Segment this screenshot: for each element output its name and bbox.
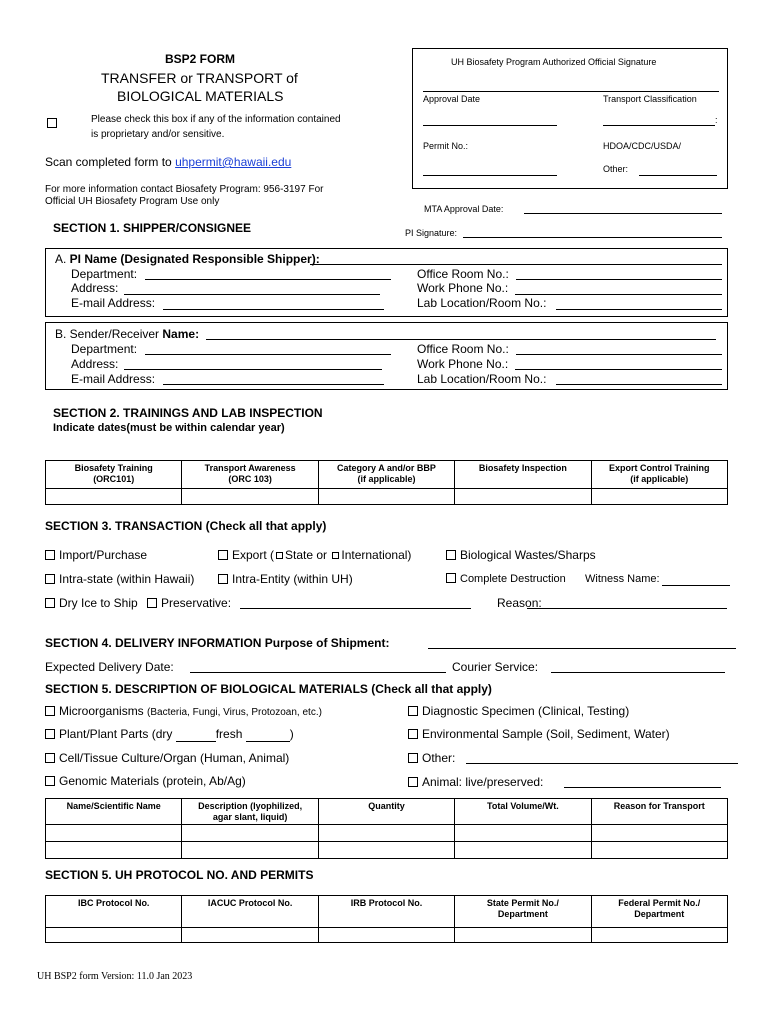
proprietary-checkbox[interactable] [47, 114, 61, 132]
materials-cell[interactable] [182, 825, 318, 842]
form-id: BSP2 FORM [165, 52, 236, 66]
plant-fresh-field[interactable] [246, 727, 290, 742]
proprietary-note-line2: is proprietary and/or sensitive. [91, 129, 225, 140]
complete-destruction-checkbox[interactable] [446, 573, 456, 583]
other-label: Other: [603, 164, 629, 174]
trainings-col-header: Biosafety Inspection [455, 461, 591, 489]
b-work-phone-field[interactable] [515, 369, 722, 370]
materials-cell[interactable] [46, 825, 182, 842]
transport-awareness-date-cell[interactable] [182, 489, 318, 505]
intrastate-checkbox[interactable] [45, 574, 55, 584]
pi-signature-label: PI Signature: [405, 228, 458, 238]
export-checkbox[interactable] [218, 550, 228, 560]
bio-wastes-checkbox[interactable] [446, 550, 456, 560]
materials-cell[interactable] [46, 842, 182, 859]
genomic-option[interactable] [45, 774, 246, 788]
protocols-entry-row [46, 928, 728, 943]
intrastate-label: Intra-state (within Hawaii) [59, 572, 195, 586]
iacuc-protocol-cell[interactable] [182, 928, 318, 943]
intrastate-option[interactable] [45, 572, 194, 586]
a-address-label: Address: [71, 281, 119, 295]
materials-cell[interactable] [591, 825, 727, 842]
section3-title: SECTION 3. TRANSACTION (Check all that apply) [45, 519, 327, 533]
official-signature-line[interactable] [423, 91, 719, 92]
materials-cell[interactable] [455, 842, 591, 859]
export-state-label: State or [285, 548, 331, 562]
pi-name-field[interactable] [310, 264, 722, 265]
section-protocols-title: SECTION 5. UH PROTOCOL NO. AND PERMITS [45, 868, 314, 882]
a-work-phone-label: Work Phone No.: [417, 281, 509, 295]
trainings-header-row [46, 461, 728, 489]
section1-title: SECTION 1. SHIPPER/CONSIGNEE [53, 221, 252, 235]
intraentity-label: Intra-Entity (within UH) [232, 572, 353, 586]
other-material-option[interactable] [408, 751, 455, 765]
export-control-date-cell[interactable] [591, 489, 727, 505]
genomic-checkbox[interactable] [45, 776, 55, 786]
contact-line1: For more information contact Biosafety Program: 956-3197 For [45, 184, 324, 195]
courier-label: Courier Service: [452, 660, 539, 674]
materials-col-header: Reason for Transport [591, 799, 727, 825]
cell-culture-label: Cell/Tissue Culture/Organ (Human, Animal) [59, 751, 290, 765]
export-international-label: International) [341, 548, 412, 562]
genomic-label: Genomic Materials (protein, Ab/Ag) [59, 774, 246, 788]
b-office-room-label: Office Room No.: [417, 342, 509, 356]
microorganisms-option[interactable] [45, 704, 322, 718]
b-lab-location-field[interactable] [556, 384, 722, 385]
reason-label: Reason: [497, 596, 542, 610]
section5-title: SECTION 5. DESCRIPTION OF BIOLOGICAL MATERIALS (Check all that apply) [45, 682, 492, 696]
purpose-of-shipment-field[interactable] [428, 648, 736, 649]
agencies-label: HDOA/CDC/USDA/ [603, 141, 682, 151]
expected-delivery-label: Expected Delivery Date: [45, 660, 174, 674]
courier-field[interactable] [551, 672, 725, 673]
category-a-bbp-date-cell[interactable] [318, 489, 454, 505]
transport-classification-field[interactable] [603, 125, 715, 126]
form-title-line2: BIOLOGICAL MATERIALS [117, 88, 284, 104]
materials-col-header: Description (lyophilized, agar slant, liquid) [182, 799, 318, 825]
complete-destruction-option[interactable] [446, 573, 566, 585]
a-lab-location-label: Lab Location/Room No.: [417, 296, 547, 310]
approval-date-label: Approval Date [423, 94, 481, 104]
a-office-room-label: Office Room No.: [417, 267, 509, 281]
b-department-label: Department: [71, 342, 138, 356]
protocols-col-header: IBC Protocol No. [46, 896, 182, 928]
other-material-field[interactable] [466, 763, 738, 764]
bio-wastes-label: Biological Wastes/Sharps [460, 548, 596, 562]
bio-wastes-option[interactable] [446, 548, 596, 562]
sender-name-field[interactable] [206, 339, 716, 340]
scan-email-link[interactable]: uhpermit@hawaii.edu [175, 155, 292, 169]
federal-permit-cell[interactable] [591, 928, 727, 943]
protocols-table [45, 895, 728, 943]
intraentity-checkbox[interactable] [218, 574, 228, 584]
protocols-col-header: State Permit No./ Department [455, 896, 591, 928]
b-email-field[interactable] [163, 384, 384, 385]
animal-checkbox[interactable] [408, 777, 418, 787]
environmental-label: Environmental Sample (Soil, Sediment, Water) [422, 727, 670, 741]
import-label: Import/Purchase [59, 548, 148, 562]
form-version-footer: UH BSP2 form Version: 11.0 Jan 2023 [37, 971, 193, 982]
b-office-room-field[interactable] [516, 354, 722, 355]
materials-cell[interactable] [182, 842, 318, 859]
dry-ice-checkbox[interactable] [45, 598, 55, 608]
preservative-label: Preservative: [161, 596, 232, 610]
b-email-label: E-mail Address: [71, 372, 156, 386]
sender-name-prefix: B. Sender/Receiver [55, 327, 163, 341]
a-lab-location-field[interactable] [556, 309, 722, 310]
materials-cell[interactable] [455, 825, 591, 842]
other-material-label: Other: [422, 751, 456, 765]
dry-ice-label: Dry Ice to Ship [59, 596, 138, 610]
a-work-phone-field[interactable] [515, 294, 722, 295]
section2-subtitle: Indicate dates(must be within calendar year) [53, 422, 285, 434]
witness-label: Witness Name: [585, 573, 660, 585]
cell-culture-checkbox[interactable] [45, 753, 55, 763]
cell-culture-option[interactable] [45, 751, 289, 765]
materials-col-header: Total Volume/Wt. [455, 799, 591, 825]
official-use-box [412, 48, 728, 189]
diagnostic-checkbox[interactable] [408, 706, 418, 716]
intraentity-option[interactable] [218, 572, 353, 586]
materials-header-row [46, 799, 728, 825]
materials-entry-row [46, 842, 728, 859]
export-option[interactable] [218, 548, 411, 562]
export-label: Export ( [232, 548, 275, 562]
a-address-field[interactable] [124, 294, 380, 295]
animal-label: Animal: live/preserved: [422, 775, 544, 789]
sender-name-label [55, 327, 199, 341]
a-office-room-field[interactable] [516, 279, 722, 280]
protocols-col-header: IRB Protocol No. [318, 896, 454, 928]
preservative-field[interactable] [240, 608, 471, 609]
materials-cell[interactable] [318, 825, 454, 842]
microorganisms-detail: (Bacteria, Fungi, Virus, Protozoan, etc.) [147, 707, 322, 718]
environmental-checkbox[interactable] [408, 729, 418, 739]
a-email-label: E-mail Address: [71, 296, 156, 310]
export-international-checkbox[interactable] [332, 552, 339, 559]
a-email-field[interactable] [163, 309, 384, 310]
trainings-col-header: Transport Awareness (ORC 103) [182, 461, 318, 489]
dry-ice-option[interactable] [45, 596, 138, 610]
pi-name-label [55, 252, 320, 266]
pi-name-prefix: A. [55, 252, 70, 266]
plant-fresh-label: fresh [215, 727, 246, 741]
diagnostic-label: Diagnostic Specimen (Clinical, Testing) [422, 704, 630, 718]
import-option[interactable] [45, 548, 147, 562]
protocols-col-header: Federal Permit No./ Department [591, 896, 727, 928]
materials-cell[interactable] [318, 842, 454, 859]
materials-col-header: Name/Scientific Name [46, 799, 182, 825]
reason-field[interactable] [527, 608, 727, 609]
complete-destruction-label: Complete Destruction [460, 573, 566, 585]
state-permit-cell[interactable] [455, 928, 591, 943]
permit-no-field[interactable] [423, 175, 557, 176]
b-work-phone-label: Work Phone No.: [417, 357, 509, 371]
protocols-col-header: IACUC Protocol No. [182, 896, 318, 928]
approval-date-field[interactable] [423, 125, 557, 126]
mta-approval-label: MTA Approval Date: [424, 204, 504, 214]
section4-title: SECTION 4. DELIVERY INFORMATION Purpose of Shipment: [45, 636, 390, 650]
sender-name-text: Name: [162, 327, 200, 341]
ibc-protocol-cell[interactable] [46, 928, 182, 943]
classification-colon: : [715, 115, 718, 125]
biosafety-inspection-date-cell[interactable] [455, 489, 591, 505]
pi-name-text: PI Name (Designated Responsible Shipper): [69, 252, 320, 266]
plant-label: Plant/Plant Parts (dry [59, 727, 176, 741]
materials-cell[interactable] [591, 842, 727, 859]
import-checkbox[interactable] [45, 550, 55, 560]
microorganisms-checkbox[interactable] [45, 706, 55, 716]
proprietary-note-line1: Please check this box if any of the information contained [91, 114, 341, 125]
animal-field[interactable] [564, 787, 721, 788]
biosafety-training-date-cell[interactable] [46, 489, 182, 505]
trainings-col-header: Export Control Training (if applicable) [591, 461, 727, 489]
trainings-col-header: Biosafety Training (ORC101) [46, 461, 182, 489]
scan-prefix: Scan completed form to [45, 155, 176, 169]
materials-col-header: Quantity [318, 799, 454, 825]
trainings-entry-row [46, 489, 728, 505]
permit-no-label: Permit No.: [423, 141, 469, 151]
b-department-field[interactable] [145, 354, 391, 355]
plant-dry-field[interactable] [176, 727, 216, 742]
protocols-header-row [46, 896, 728, 928]
trainings-col-header: Category A and/or BBP (if applicable) [318, 461, 454, 489]
plant-close-paren: ) [289, 727, 294, 741]
pi-signature-field[interactable] [463, 237, 722, 238]
preservative-option[interactable] [147, 596, 231, 610]
official-signature-title: UH Biosafety Program Authorized Official Signature [451, 57, 657, 67]
preservative-checkbox[interactable] [147, 598, 157, 608]
b-address-label: Address: [71, 357, 119, 371]
diagnostic-option[interactable] [408, 704, 629, 718]
scan-instruction [45, 155, 291, 169]
plant-checkbox[interactable] [45, 729, 55, 739]
animal-option[interactable] [408, 775, 543, 789]
section2-title: SECTION 2. TRAININGS AND LAB INSPECTION [53, 406, 323, 420]
trainings-table [45, 460, 728, 505]
b-address-field[interactable] [124, 369, 382, 370]
microorganisms-label: Microorganisms [59, 704, 148, 718]
other-field[interactable] [639, 175, 717, 176]
b-lab-location-label: Lab Location/Room No.: [417, 372, 547, 386]
transport-classification-label: Transport Classification [603, 94, 697, 104]
plant-option[interactable] [45, 727, 294, 742]
mta-approval-field[interactable] [524, 213, 722, 214]
contact-line2: Official UH Biosafety Program Use only [45, 196, 220, 207]
irb-protocol-cell[interactable] [318, 928, 454, 943]
materials-entry-row [46, 825, 728, 842]
export-state-checkbox[interactable] [276, 552, 283, 559]
a-department-field[interactable] [145, 279, 391, 280]
a-department-label: Department: [71, 267, 138, 281]
other-material-checkbox[interactable] [408, 753, 418, 763]
witness-field[interactable] [662, 585, 730, 586]
form-title-line1: TRANSFER or TRANSPORT of [101, 70, 298, 86]
expected-delivery-field[interactable] [190, 672, 446, 673]
materials-table [45, 798, 728, 859]
environmental-option[interactable] [408, 727, 670, 741]
